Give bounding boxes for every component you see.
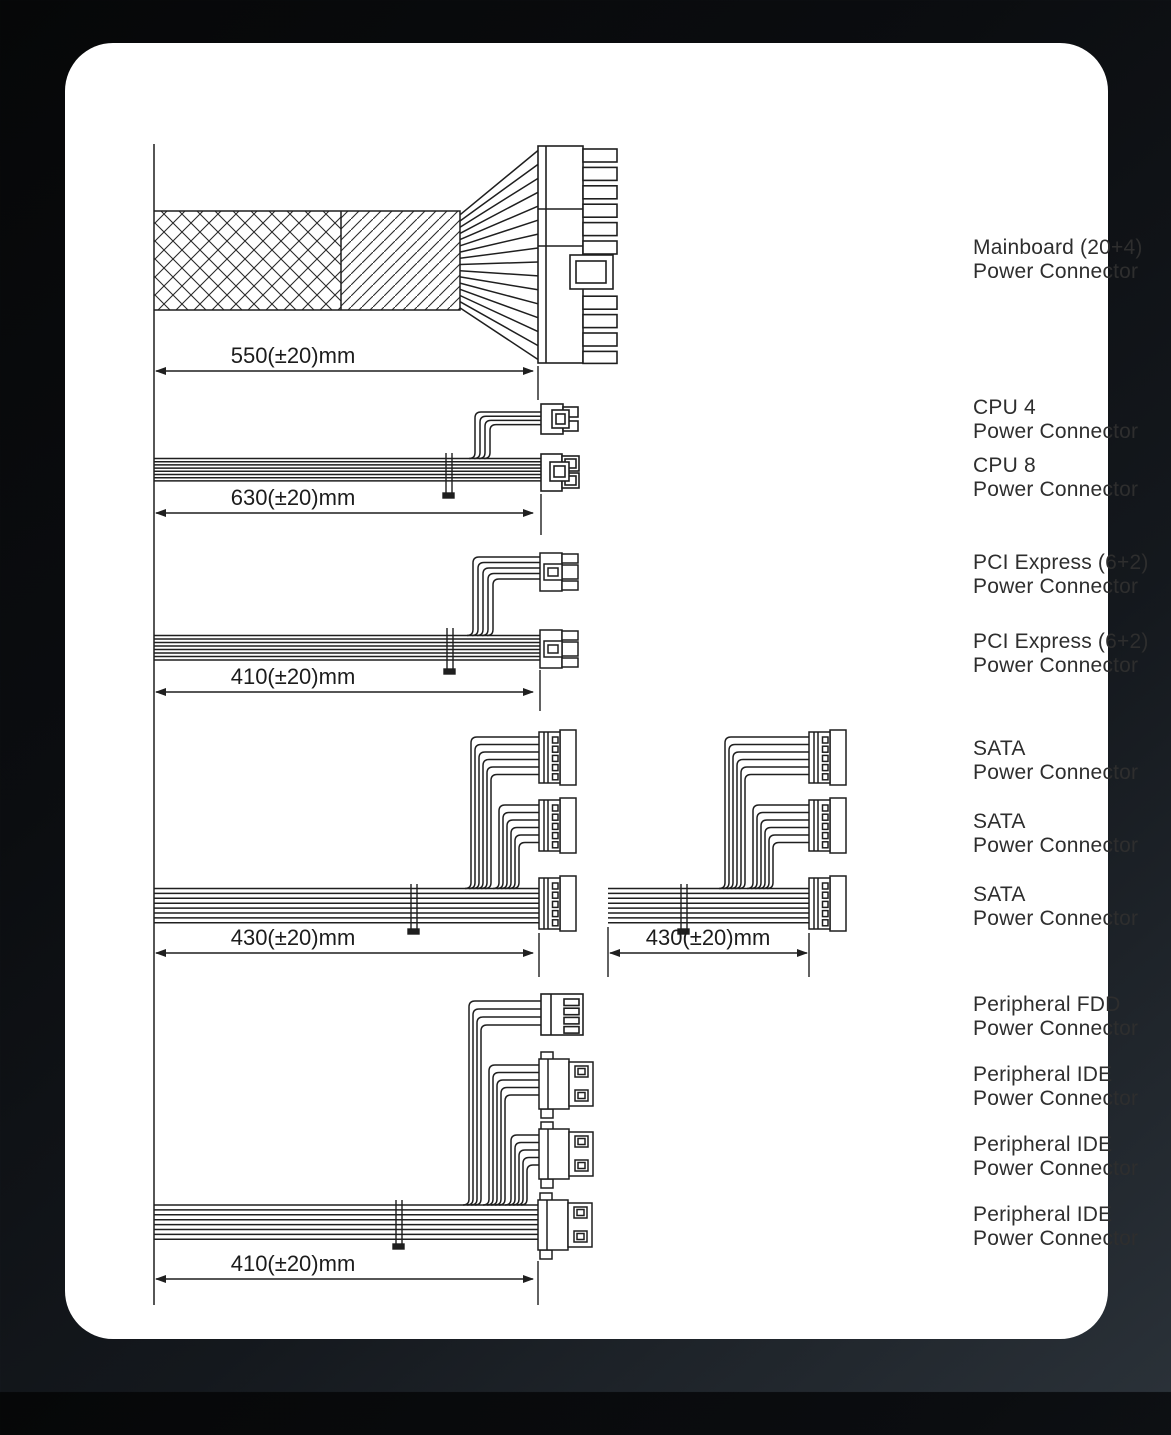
- sata-connector-6: [809, 876, 846, 931]
- label-cpu4-connector: CPU 4 Power Connector: [973, 396, 1139, 443]
- label-sata-connector-3: SATA Power Connector: [973, 883, 1139, 930]
- dimension-cpu: 630(±20)mm: [230, 485, 356, 510]
- braided-sleeve: [154, 211, 460, 310]
- sata-connector-2: [539, 798, 576, 853]
- label-sata-connector-2: SATA Power Connector: [973, 810, 1139, 857]
- mainboard-fan-wires: [460, 151, 538, 360]
- cpu4-connector: [541, 404, 578, 434]
- dimension-pcie: 410(±20)mm: [230, 664, 356, 689]
- fdd-branch-wires: [463, 1001, 541, 1205]
- pcie-connector-2: [540, 630, 578, 668]
- label-sata-connector-1: SATA Power Connector: [973, 737, 1139, 784]
- sata-connector-1: [539, 730, 576, 785]
- label-ide-connector-3: Peripheral IDE Power Connector: [973, 1203, 1139, 1250]
- sata-connector-5: [809, 798, 846, 853]
- cpu4-branch-wires: [469, 412, 541, 459]
- peripheral-bundle-wires: [154, 1205, 539, 1239]
- diagram-card: [65, 43, 1149, 1339]
- wire-lines: [154, 144, 809, 1305]
- ide-connector-3: [538, 1193, 592, 1259]
- cpu-bundle-wires: [154, 459, 541, 481]
- dimension-sata-right: 430(±20)mm: [645, 925, 771, 950]
- sata-left-bundle-wires: [154, 889, 539, 923]
- sata-right-bundle-wires: [608, 889, 809, 923]
- sata-right-branch-wires: [719, 737, 809, 889]
- sata-connector-3: [539, 876, 576, 931]
- ide-connector-2: [539, 1122, 593, 1188]
- label-pcie-connector-1: PCI Express (6+2) Power Connector: [973, 551, 1149, 598]
- fdd-connector: [541, 994, 583, 1035]
- pcie-branch-wires: [467, 557, 540, 636]
- sata-connector-4: [809, 730, 846, 785]
- label-fdd-connector: Peripheral FDD Power Connector: [973, 993, 1139, 1040]
- label-ide-connector-1: Peripheral IDE Power Connector: [973, 1063, 1139, 1110]
- pcie-connector-1: [540, 553, 578, 591]
- cpu8-connector: [541, 454, 579, 491]
- label-pcie-connector-2: PCI Express (6+2) Power Connector: [973, 630, 1149, 677]
- pcie-bundle-wires: [154, 636, 540, 661]
- cable-tie: [408, 884, 419, 934]
- mainboard-20plus4-connector: [538, 146, 617, 363]
- ide-connector-1: [539, 1052, 593, 1118]
- sata-left-branch-wires: [465, 737, 539, 889]
- label-mainboard-connector: Mainboard (20+4) Power Connector: [973, 236, 1143, 283]
- dimension-sata-left: 430(±20)mm: [230, 925, 356, 950]
- label-ide-connector-2: Peripheral IDE Power Connector: [973, 1133, 1139, 1180]
- dimension-peripheral: 410(±20)mm: [230, 1251, 356, 1276]
- dimension-mainboard: 550(±20)mm: [230, 343, 356, 368]
- ide2-branch-wires: [505, 1135, 539, 1205]
- label-cpu8-connector: CPU 8 Power Connector: [973, 454, 1139, 501]
- cable-tie: [443, 453, 454, 498]
- connectors: [538, 146, 846, 1259]
